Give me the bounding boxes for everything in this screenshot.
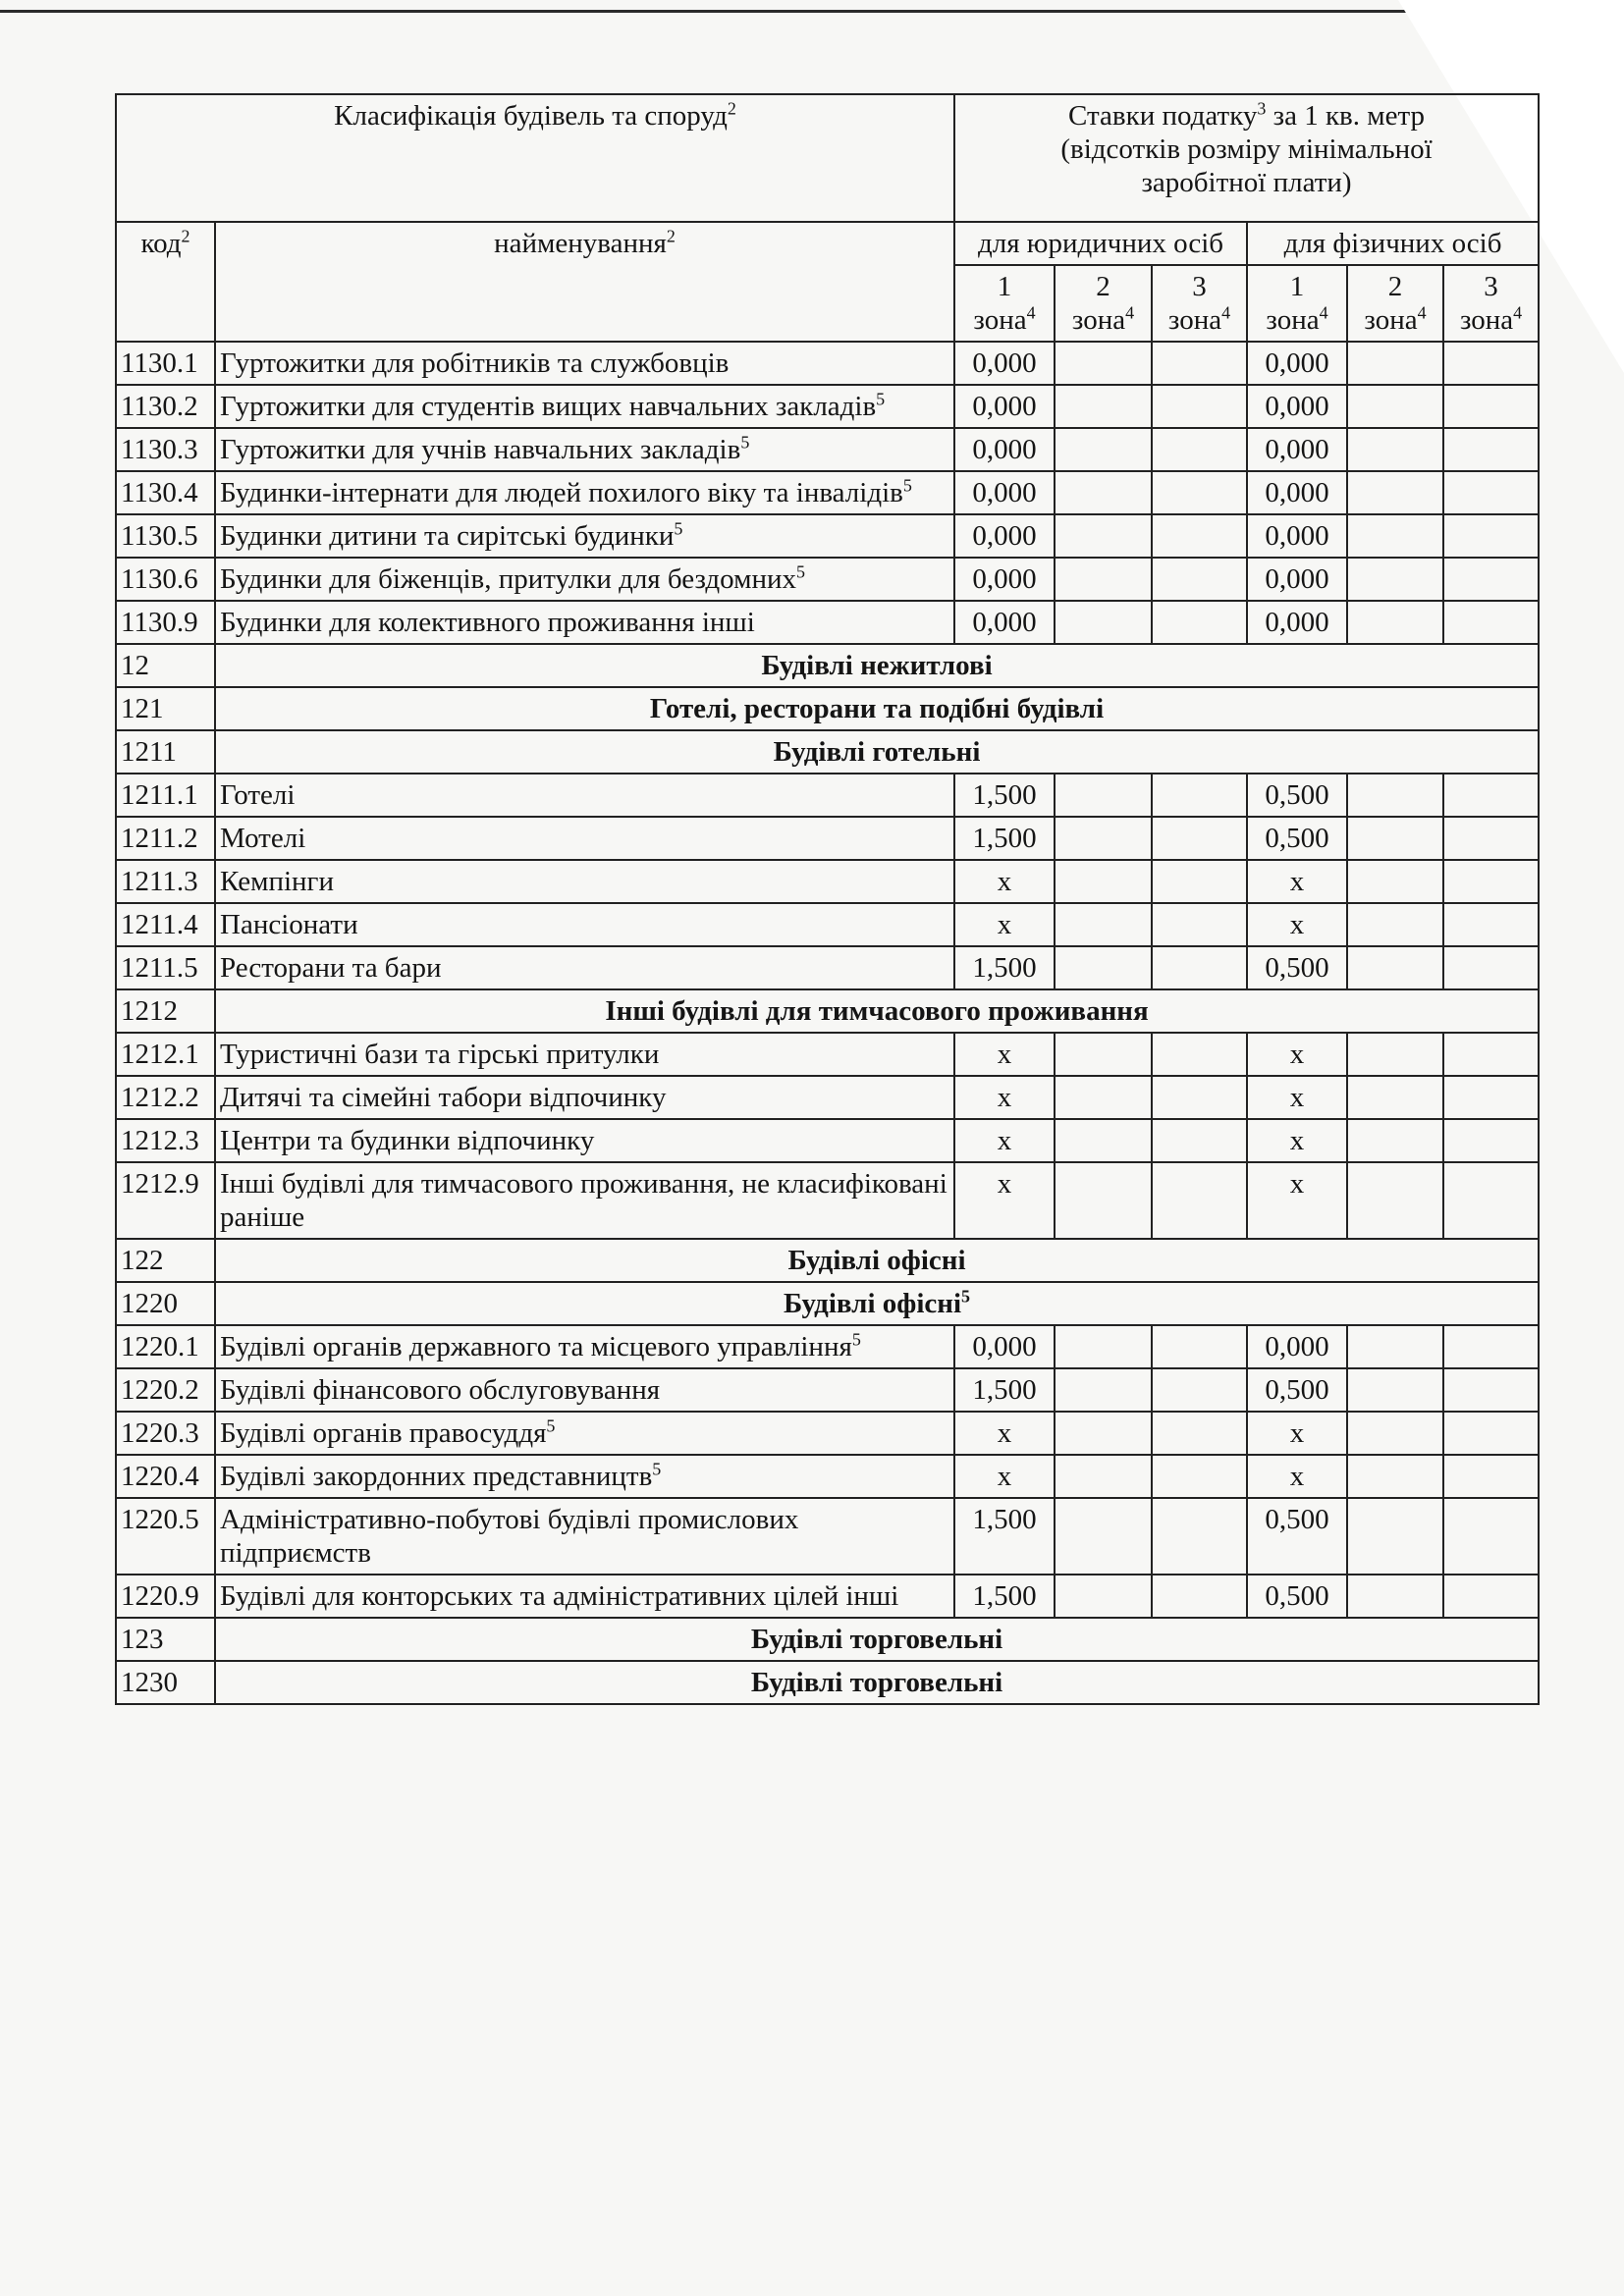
physical-rate-cell: 0,000 xyxy=(1247,1325,1347,1368)
physical-rate-cell xyxy=(1443,946,1539,989)
legal-rate-cell xyxy=(1055,428,1152,471)
legal-rate-cell xyxy=(1055,471,1152,514)
code-cell: 1220.9 xyxy=(116,1575,215,1618)
legal-rate-cell: x xyxy=(954,1033,1055,1076)
table-row xyxy=(116,1498,1539,1575)
physical-rate-cell: x xyxy=(1247,1076,1347,1119)
physical-rate-cell xyxy=(1443,514,1539,558)
legal-rate-cell xyxy=(1152,1119,1247,1162)
legal-rate-cell xyxy=(1055,774,1152,817)
legal-rate-cell: 0,000 xyxy=(954,1325,1055,1368)
physical-rate-cell: 0,000 xyxy=(1247,601,1347,644)
name-cell: Гуртожитки для робітників та службовців xyxy=(215,342,954,385)
legal-rate-cell: 0,000 xyxy=(954,428,1055,471)
physical-rate-cell xyxy=(1443,774,1539,817)
legal-rate-cell xyxy=(1152,1076,1247,1119)
code-cell: 1220 xyxy=(116,1282,215,1325)
legal-rate-cell xyxy=(1055,1325,1152,1368)
zone-header: 3 зона$^4$ xyxy=(1443,265,1539,342)
physical-rate-cell xyxy=(1347,342,1443,385)
physical-rate-cell xyxy=(1347,1325,1443,1368)
name-cell: Інші будівлі для тимчасового проживання, не класифіковані раніше xyxy=(215,1162,954,1239)
legal-rate-cell xyxy=(1055,1119,1152,1162)
code-header: код$^2$ xyxy=(116,222,215,342)
legal-rate-cell: 1,500 xyxy=(954,817,1055,860)
legal-rate-cell xyxy=(1055,1162,1152,1239)
legal-rate-cell xyxy=(1152,428,1247,471)
legal-rate-cell: x xyxy=(954,1119,1055,1162)
physical-rate-cell xyxy=(1347,860,1443,903)
physical-rate-cell xyxy=(1347,1498,1443,1575)
name-cell: Центри та будинки відпочинку xyxy=(215,1119,954,1162)
physical-rate-cell xyxy=(1443,1412,1539,1455)
physical-rate-cell xyxy=(1347,1162,1443,1239)
code-cell: 1220.1 xyxy=(116,1325,215,1368)
code-cell: 1130.9 xyxy=(116,601,215,644)
legal-rate-cell: x xyxy=(954,1455,1055,1498)
physical-rate-cell xyxy=(1347,774,1443,817)
physical-rate-cell xyxy=(1443,1119,1539,1162)
section-title: Будівлі офісні$^5$ xyxy=(215,1282,1539,1325)
code-cell: 122 xyxy=(116,1239,215,1282)
code-cell: 1211.2 xyxy=(116,817,215,860)
physical-rate-cell xyxy=(1443,428,1539,471)
code-cell: 1220.3 xyxy=(116,1412,215,1455)
physical-rate-cell: 0,500 xyxy=(1247,1575,1347,1618)
section-row xyxy=(116,1661,1539,1704)
name-cell: Гуртожитки для учнів навчальних закладів$^5$ xyxy=(215,428,954,471)
legal-rate-cell xyxy=(1055,342,1152,385)
table-row xyxy=(116,601,1539,644)
physical-rate-cell: x xyxy=(1247,1119,1347,1162)
physical-rate-cell xyxy=(1443,817,1539,860)
legal-rate-cell xyxy=(1055,1455,1152,1498)
physical-rate-cell: x xyxy=(1247,1455,1347,1498)
section-title: Будівлі готельні xyxy=(215,730,1539,774)
legal-rate-cell xyxy=(1152,1325,1247,1368)
physical-rate-cell xyxy=(1443,903,1539,946)
section-title: Інші будівлі для тимчасового проживання xyxy=(215,989,1539,1033)
code-cell: 1211.3 xyxy=(116,860,215,903)
physical-rate-cell xyxy=(1443,1033,1539,1076)
table-row xyxy=(116,1162,1539,1239)
code-cell: 1220.4 xyxy=(116,1455,215,1498)
legal-rate-cell xyxy=(1055,1368,1152,1412)
legal-rate-cell xyxy=(1152,946,1247,989)
legal-rate-cell xyxy=(1152,860,1247,903)
code-cell: 1212.2 xyxy=(116,1076,215,1119)
legal-rate-cell xyxy=(1055,903,1152,946)
legal-rate-cell: 0,000 xyxy=(954,558,1055,601)
legal-rate-cell xyxy=(1152,385,1247,428)
rates-header: Ставки податку$^3$ за 1 кв. метр (відсотків розміру мінімальної заробітної плати) xyxy=(954,94,1539,222)
section-row xyxy=(116,687,1539,730)
legal-rate-cell: x xyxy=(954,903,1055,946)
physical-rate-cell xyxy=(1347,1455,1443,1498)
legal-rate-cell: x xyxy=(954,860,1055,903)
physical-rate-cell xyxy=(1443,471,1539,514)
legal-rate-cell: 0,000 xyxy=(954,601,1055,644)
legal-rate-cell xyxy=(1055,385,1152,428)
code-cell: 1130.1 xyxy=(116,342,215,385)
legal-rate-cell: 0,000 xyxy=(954,514,1055,558)
table-row xyxy=(116,1412,1539,1455)
name-cell: Будівлі органів державного та місцевого управління$^5$ xyxy=(215,1325,954,1368)
physical-rate-cell xyxy=(1347,1033,1443,1076)
legal-rate-cell: 0,000 xyxy=(954,385,1055,428)
legal-rate-cell xyxy=(1152,1455,1247,1498)
code-cell: 1130.3 xyxy=(116,428,215,471)
physical-rate-cell xyxy=(1443,860,1539,903)
physical-rate-cell xyxy=(1347,1412,1443,1455)
name-cell: Туристичні бази та гірські притулки xyxy=(215,1033,954,1076)
zone-header: 3 зона$^4$ xyxy=(1152,265,1247,342)
section-row xyxy=(116,989,1539,1033)
physical-rate-cell xyxy=(1347,817,1443,860)
code-cell: 1212.9 xyxy=(116,1162,215,1239)
legal-rate-cell: 1,500 xyxy=(954,1498,1055,1575)
section-title: Будівлі офісні xyxy=(215,1239,1539,1282)
legal-rate-cell xyxy=(1055,817,1152,860)
name-cell: Дитячі та сімейні табори відпочинку xyxy=(215,1076,954,1119)
physical-rate-cell: 0,000 xyxy=(1247,514,1347,558)
physical-rate-cell xyxy=(1347,601,1443,644)
name-cell: Кемпінги xyxy=(215,860,954,903)
code-cell: 1211.4 xyxy=(116,903,215,946)
code-cell: 12 xyxy=(116,644,215,687)
physical-rate-cell: 0,500 xyxy=(1247,946,1347,989)
section-row xyxy=(116,644,1539,687)
physical-rate-cell: 0,000 xyxy=(1247,428,1347,471)
code-cell: 1212.3 xyxy=(116,1119,215,1162)
physical-rate-cell xyxy=(1443,1076,1539,1119)
section-row xyxy=(116,1282,1539,1325)
table-row xyxy=(116,428,1539,471)
legal-rate-cell xyxy=(1152,1033,1247,1076)
physical-rate-cell xyxy=(1347,1368,1443,1412)
physical-rate-cell: 0,000 xyxy=(1247,385,1347,428)
physical-rate-cell: 0,500 xyxy=(1247,1498,1347,1575)
section-row xyxy=(116,1239,1539,1282)
table-row xyxy=(116,1455,1539,1498)
table-row xyxy=(116,774,1539,817)
legal-rate-cell xyxy=(1152,817,1247,860)
table-row xyxy=(116,903,1539,946)
physical-rate-cell: 0,000 xyxy=(1247,558,1347,601)
name-cell: Будинки-інтернати для людей похилого віку та інвалідів$^5$ xyxy=(215,471,954,514)
zone-header: 1 зона$^4$ xyxy=(954,265,1055,342)
legal-persons-header: для юридичних осіб xyxy=(954,222,1247,265)
name-cell: Готелі xyxy=(215,774,954,817)
physical-rate-cell xyxy=(1347,1119,1443,1162)
physical-rate-cell xyxy=(1347,946,1443,989)
physical-rate-cell: 0,500 xyxy=(1247,774,1347,817)
name-cell: Адміністративно-побутові будівлі промислових підприємств xyxy=(215,1498,954,1575)
name-cell: Будівлі фінансового обслуговування xyxy=(215,1368,954,1412)
physical-rate-cell xyxy=(1443,1455,1539,1498)
legal-rate-cell xyxy=(1152,558,1247,601)
physical-rate-cell: 0,000 xyxy=(1247,471,1347,514)
section-title: Будівлі торговельні xyxy=(215,1618,1539,1661)
legal-rate-cell xyxy=(1152,601,1247,644)
code-cell: 123 xyxy=(116,1618,215,1661)
name-cell: Будівлі органів правосуддя$^5$ xyxy=(215,1412,954,1455)
legal-rate-cell xyxy=(1055,1412,1152,1455)
physical-rate-cell xyxy=(1443,1162,1539,1239)
classification-header: Класифікація будівель та споруд$^2$ xyxy=(116,94,954,222)
physical-rate-cell: 0,000 xyxy=(1247,342,1347,385)
table-row xyxy=(116,1575,1539,1618)
scan-top-edge xyxy=(0,10,1424,13)
legal-rate-cell xyxy=(1152,774,1247,817)
section-title: Готелі, ресторани та подібні будівлі xyxy=(215,687,1539,730)
legal-rate-cell: 1,500 xyxy=(954,774,1055,817)
legal-rate-cell xyxy=(1055,1033,1152,1076)
physical-rate-cell xyxy=(1347,385,1443,428)
table-row xyxy=(116,1119,1539,1162)
code-cell: 1130.5 xyxy=(116,514,215,558)
physical-rate-cell xyxy=(1443,1368,1539,1412)
name-header: найменування$^2$ xyxy=(215,222,954,342)
code-cell: 1220.2 xyxy=(116,1368,215,1412)
table-row xyxy=(116,342,1539,385)
physical-rate-cell xyxy=(1443,342,1539,385)
physical-rate-cell xyxy=(1347,558,1443,601)
physical-rate-cell xyxy=(1443,1575,1539,1618)
name-cell: Будинки дитини та сирітські будинки$^5$ xyxy=(215,514,954,558)
table-row xyxy=(116,514,1539,558)
legal-rate-cell xyxy=(1152,1575,1247,1618)
table-row xyxy=(116,1033,1539,1076)
table-row xyxy=(116,1076,1539,1119)
physical-rate-cell: x xyxy=(1247,1412,1347,1455)
legal-rate-cell xyxy=(1152,1162,1247,1239)
legal-rate-cell xyxy=(1055,1076,1152,1119)
physical-rate-cell: 0,500 xyxy=(1247,817,1347,860)
code-cell: 1130.6 xyxy=(116,558,215,601)
physical-rate-cell xyxy=(1347,471,1443,514)
code-cell: 1220.5 xyxy=(116,1498,215,1575)
legal-rate-cell xyxy=(1055,1575,1152,1618)
legal-rate-cell xyxy=(1055,946,1152,989)
physical-rate-cell xyxy=(1347,428,1443,471)
section-title: Будівлі нежитлові xyxy=(215,644,1539,687)
legal-rate-cell xyxy=(1152,1412,1247,1455)
table-row xyxy=(116,1368,1539,1412)
physical-rate-cell xyxy=(1347,514,1443,558)
legal-rate-cell xyxy=(1055,514,1152,558)
code-cell: 1212 xyxy=(116,989,215,1033)
table-row xyxy=(116,1325,1539,1368)
legal-rate-cell xyxy=(1055,558,1152,601)
physical-rate-cell xyxy=(1443,1498,1539,1575)
physical-rate-cell: x xyxy=(1247,903,1347,946)
name-cell: Будівлі для конторських та адміністративних цілей інші xyxy=(215,1575,954,1618)
zone-header: 2 зона$^4$ xyxy=(1055,265,1152,342)
physical-rate-cell xyxy=(1443,1325,1539,1368)
legal-rate-cell xyxy=(1152,471,1247,514)
physical-rate-cell: x xyxy=(1247,1162,1347,1239)
legal-rate-cell: x xyxy=(954,1412,1055,1455)
code-cell: 1130.4 xyxy=(116,471,215,514)
table-row xyxy=(116,946,1539,989)
section-row xyxy=(116,1618,1539,1661)
physical-rate-cell xyxy=(1443,601,1539,644)
zone-header: 1 зона$^4$ xyxy=(1247,265,1347,342)
code-cell: 1230 xyxy=(116,1661,215,1704)
section-row xyxy=(116,730,1539,774)
physical-persons-header: для фізичних осіб xyxy=(1247,222,1539,265)
physical-rate-cell: x xyxy=(1247,1033,1347,1076)
name-cell: Мотелі xyxy=(215,817,954,860)
legal-rate-cell xyxy=(1055,1498,1152,1575)
legal-rate-cell: 0,000 xyxy=(954,342,1055,385)
legal-rate-cell xyxy=(1152,514,1247,558)
table-row xyxy=(116,558,1539,601)
code-cell: 1130.2 xyxy=(116,385,215,428)
physical-rate-cell xyxy=(1443,385,1539,428)
zone-header: 2 зона$^4$ xyxy=(1347,265,1443,342)
physical-rate-cell xyxy=(1347,903,1443,946)
legal-rate-cell: 1,500 xyxy=(954,1368,1055,1412)
legal-rate-cell xyxy=(1152,342,1247,385)
physical-rate-cell xyxy=(1347,1076,1443,1119)
name-cell: Будинки для біженців, притулки для бездомних$^5$ xyxy=(215,558,954,601)
physical-rate-cell: 0,500 xyxy=(1247,1368,1347,1412)
legal-rate-cell xyxy=(1055,601,1152,644)
name-cell: Пансіонати xyxy=(215,903,954,946)
legal-rate-cell: 0,000 xyxy=(954,471,1055,514)
table-row xyxy=(116,817,1539,860)
name-cell: Будівлі закордонних представництв$^5$ xyxy=(215,1455,954,1498)
legal-rate-cell xyxy=(1152,1498,1247,1575)
legal-rate-cell xyxy=(1055,860,1152,903)
physical-rate-cell xyxy=(1347,1575,1443,1618)
code-cell: 1211.5 xyxy=(116,946,215,989)
legal-rate-cell xyxy=(1152,903,1247,946)
name-cell: Будинки для колективного проживання інші xyxy=(215,601,954,644)
legal-rate-cell: 1,500 xyxy=(954,946,1055,989)
name-cell: Гуртожитки для студентів вищих навчальних закладів$^5$ xyxy=(215,385,954,428)
table-row xyxy=(116,471,1539,514)
code-cell: 121 xyxy=(116,687,215,730)
legal-rate-cell: 1,500 xyxy=(954,1575,1055,1618)
table-row xyxy=(116,860,1539,903)
tax-rates-table xyxy=(115,93,1540,1705)
table-row xyxy=(116,385,1539,428)
legal-rate-cell: x xyxy=(954,1076,1055,1119)
code-cell: 1211 xyxy=(116,730,215,774)
name-cell: Ресторани та бари xyxy=(215,946,954,989)
legal-rate-cell xyxy=(1152,1368,1247,1412)
physical-rate-cell: x xyxy=(1247,860,1347,903)
legal-rate-cell: x xyxy=(954,1162,1055,1239)
code-cell: 1212.1 xyxy=(116,1033,215,1076)
section-title: Будівлі торговельні xyxy=(215,1661,1539,1704)
code-cell: 1211.1 xyxy=(116,774,215,817)
physical-rate-cell xyxy=(1443,558,1539,601)
